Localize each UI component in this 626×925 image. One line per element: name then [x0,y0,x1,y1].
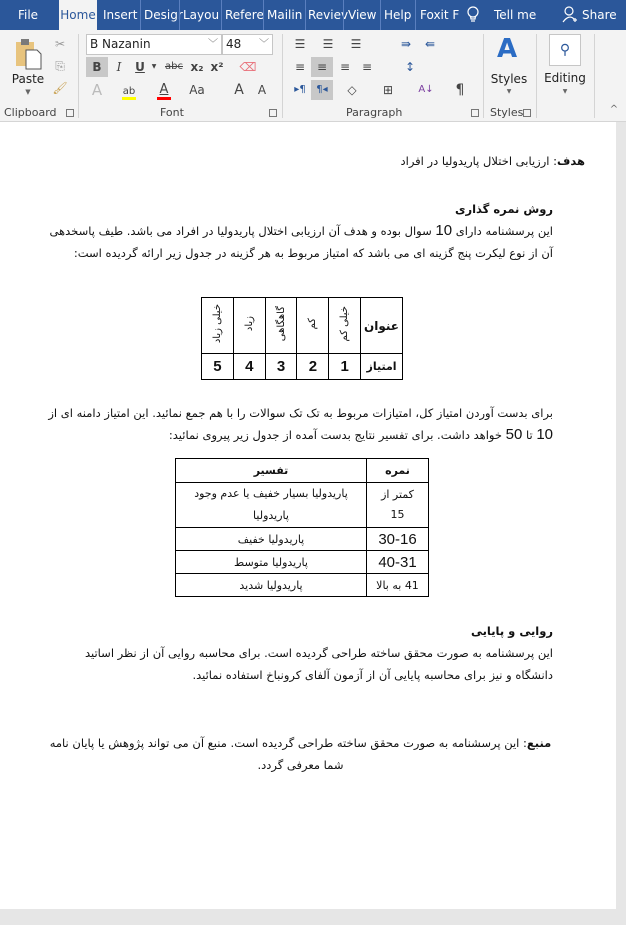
paste-icon [13,38,43,70]
table-row [176,483,429,528]
likert-option-label: گاهگاهی [275,306,287,342]
superscript-button[interactable]: x² [210,60,224,74]
score-range: کمتر از 15 [367,483,429,528]
collapse-ribbon-icon[interactable]: ^ [609,104,619,115]
paragraph-launcher-icon[interactable] [471,109,479,117]
subscript-button[interactable]: x₂ [190,60,204,74]
paragraph-group-label: Paragraph [346,106,403,119]
likert-score: 2 [297,354,329,380]
source-paragraph [48,732,553,776]
likert-row-header-score: امتیاز [361,354,403,380]
numbering-icon[interactable]: ☰ [322,37,334,51]
font-group-label: Font [160,106,184,119]
scoring-paragraph [48,220,553,264]
font-size-combo[interactable] [222,34,273,55]
user-icon [562,0,580,30]
share-button[interactable]: Share [582,8,617,22]
underline-dropdown-icon[interactable]: ▼ [151,63,157,70]
font-launcher-icon[interactable] [269,109,277,117]
text-effects-icon[interactable]: A [91,81,103,99]
validity-heading: روایی و پایایی [470,624,553,638]
likert-row-header-title: عنوان [361,298,403,354]
tell-me-search[interactable]: Tell me [494,8,537,22]
goal-paragraph [60,150,585,172]
tab-view[interactable]: View [343,0,379,30]
tab-foxit[interactable]: Foxit F [415,0,455,30]
likert-option-label: کم [307,318,319,330]
likert-score: 4 [233,354,265,380]
scoring-number: 10 [435,222,453,239]
styles-group-label: Styles [490,106,524,119]
sort-icon[interactable]: A↓ [418,84,434,95]
font-name-value: B Nazanin [90,37,151,51]
validity-paragraph: این پرسشنامه به صورت محقق ساخته طراحی گردیده است. برای محاسبه روایی آن از نظر اساتید دانشگاه و نیز برای محاسبه پایایی آن از آزمون آلفای کرونباخ استفاده نمائید. [84,646,553,682]
tab-help[interactable]: Help [380,0,414,30]
paste-label: Paste [11,72,45,86]
borders-icon[interactable]: ⊞ [382,83,394,97]
paste-dropdown-icon: ▼ [25,88,31,96]
document-page[interactable] [0,122,616,909]
interpretation: پاریدولیا متوسط [176,551,367,574]
increase-indent-icon[interactable]: ⇚ [424,37,436,51]
paste-button[interactable] [8,36,48,98]
bold-button[interactable]: B [86,57,108,77]
likert-table [201,297,403,380]
score-range: 40-31 [367,551,429,574]
styles-dropdown-icon: ▼ [506,88,512,95]
total-text-a: برای بدست آوردن امتیاز کل، امتیازات مربوط به تک تک سوالات را با هم جمع نمائید. این امتیاز دامنه ای از [48,406,553,420]
tab-mailings[interactable]: Mailin [263,0,303,30]
total-score-paragraph [48,402,553,446]
table-row [176,528,429,551]
table-row [176,551,429,574]
ribbon [0,30,626,122]
score-range: 41 به بالا [367,574,429,597]
tab-insert[interactable]: Insert [103,8,138,22]
interpretation: پاریدولیا خفیف [176,528,367,551]
scoring-text-b: سوال بوده و هدف آن ارزیابی اختلال پاریدولیا در افراد می باشد. طیف پاسخدهی آن از نوع لیکرت پنج گزینه ای می باشد که امتیاز مربوط به هر گزینه در جدول زیر ارائه گردیده است: [49,224,553,260]
score-range: 30-16 [367,528,429,551]
styles-icon: A [497,34,518,64]
likert-score: 1 [329,354,361,380]
cut-icon[interactable]: ✂ [54,37,66,51]
goal-label: هدف [557,154,585,168]
format-painter-icon[interactable]: 🖌 [52,81,68,95]
interpretation-header-row [176,459,429,483]
source-text: : این پرسشنامه به صورت محقق ساخته طراحی گردیده است. منبع آن می تواند پژوهش یا پایان نامه شما معرفی گردد. [49,736,527,772]
ltr-direction-icon[interactable]: ▸¶ [294,84,306,95]
table-row [176,574,429,597]
chevron-down-icon: ﹀ [259,39,269,50]
align-left-icon[interactable]: ≡ [294,60,306,74]
show-formatting-icon[interactable]: ¶ [455,82,465,98]
likert-option-label: خیلی زیاد [211,304,223,344]
total-max: 50 [505,426,523,443]
editing-label: Editing [544,71,586,85]
tab-file[interactable]: File [17,8,39,22]
editing-button[interactable] [540,34,590,100]
scoring-text-a: این پرسشنامه دارای [452,224,553,238]
align-right-icon[interactable]: ≡ [339,60,351,74]
multilevel-list-icon[interactable]: ☰ [350,37,362,51]
interpretation-table [175,458,429,597]
likert-option-label: خیلی کم [339,306,351,342]
styles-label: Styles [490,72,528,86]
font-size-value: 48 [226,37,242,51]
clear-formatting-icon[interactable]: ⌫ [239,60,257,74]
underline-button[interactable]: U [135,60,145,74]
shrink-font-button[interactable]: A [257,83,267,97]
tab-references[interactable]: Refere [221,0,261,30]
rtl-direction-icon[interactable]: ¶◂ [311,80,333,100]
total-mid: تا [522,428,537,442]
search-icon: ⚲ [549,34,581,66]
tab-review[interactable]: Reviev [305,0,342,30]
italic-button[interactable]: I [116,60,122,74]
change-case-button[interactable]: Aa [189,83,205,97]
likert-title-row [202,298,403,354]
tab-layout[interactable]: Layou [179,0,219,30]
tab-home[interactable]: Home [59,0,97,30]
ribbon-tab-bar [0,0,626,30]
total-min: 10 [536,426,553,443]
strikethrough-button[interactable]: abc [165,61,183,72]
justify-icon[interactable]: ≡ [361,60,373,74]
scoring-heading: روش نمره گذاری [454,202,553,216]
likert-score: 3 [265,354,297,380]
shading-icon[interactable]: ◇ [347,83,357,97]
document-area [0,122,626,925]
clipboard-group-label: Clipboard [4,106,57,119]
font-color-icon[interactable]: A [155,80,173,100]
total-text-b: خواهد داشت. برای تفسیر نتایج بدست آمده از جدول زیر پیروی نمائید: [168,428,506,442]
styles-launcher-icon[interactable] [523,109,531,117]
vertical-scrollbar[interactable] [616,122,626,909]
interpretation: پاریدولیا بسیار خفیف یا عدم وجود پاریدولیا [176,483,367,528]
likert-option-label: زیاد [243,316,255,332]
clipboard-launcher-icon[interactable] [66,109,74,117]
goal-text: : ارزیابی اختلال پاریدولیا در افراد [400,154,558,168]
font-name-combo[interactable] [86,34,222,55]
editing-dropdown-icon: ▼ [562,88,568,95]
highlight-icon[interactable]: ab [120,80,138,102]
styles-button[interactable] [488,34,530,100]
likert-score: 5 [202,354,234,380]
line-spacing-icon[interactable]: ↕ [404,60,416,74]
col-score-header: نمره [367,459,429,483]
decrease-indent-icon[interactable]: ⇛ [400,37,412,51]
likert-score-row [202,354,403,380]
lightbulb-icon[interactable] [466,0,482,30]
chevron-down-icon: ﹀ [208,39,218,50]
grow-font-button[interactable]: A [234,82,244,98]
interpretation: پاریدولیا شدید [176,574,367,597]
bullets-icon[interactable]: ☰ [294,37,306,51]
col-interpretation-header: تفسیر [176,459,367,483]
source-label: منبع [526,736,552,750]
align-center-icon[interactable]: ≡ [311,57,333,77]
copy-icon[interactable]: ⎘ [55,59,65,73]
tab-design[interactable]: Desigr [140,0,177,30]
